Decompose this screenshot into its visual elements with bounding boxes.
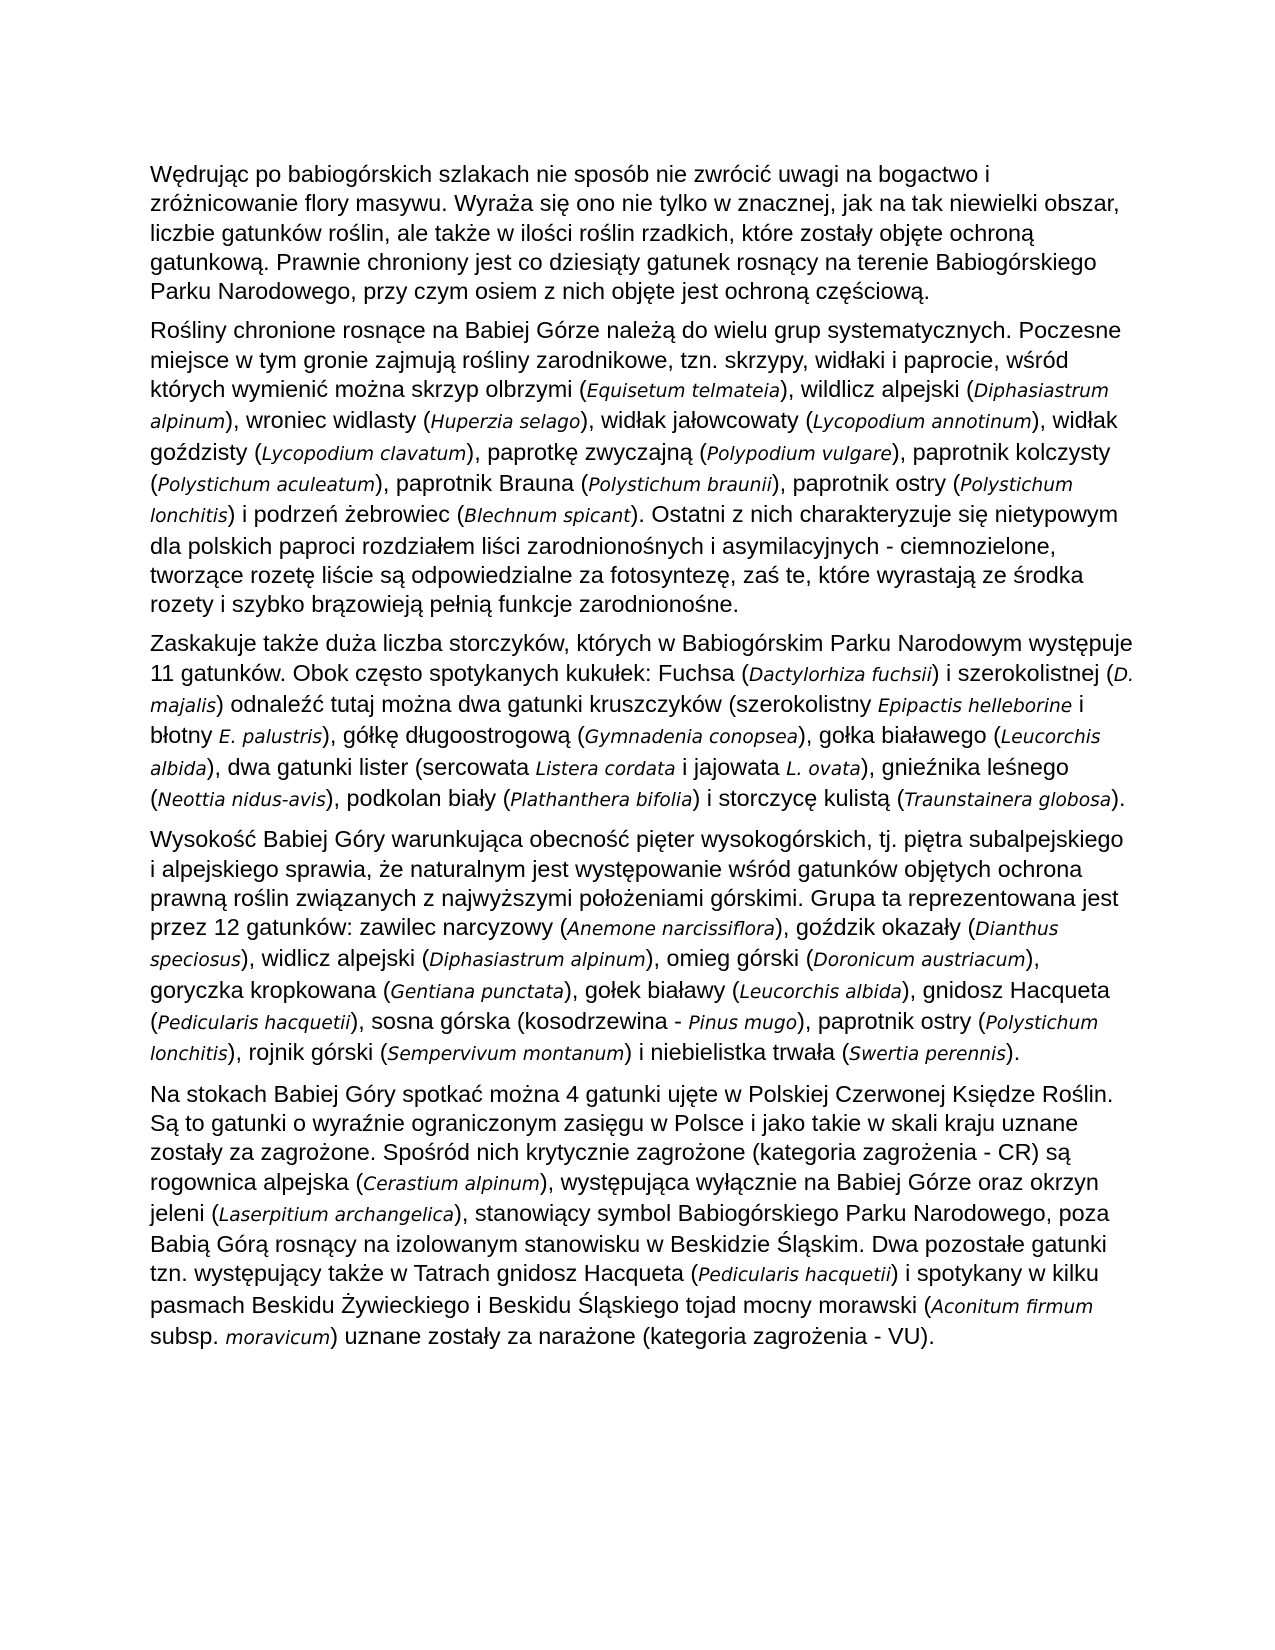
text-run: ), paprotnik Brauna ( (375, 469, 589, 496)
latin-name: Blechnum spicant (464, 506, 631, 528)
text-run: ), wroniec widlasty ( (225, 407, 431, 434)
text-run: ), dwa gatunki lister (sercowata (206, 753, 536, 780)
latin-name: Lycopodium clavatum (261, 443, 467, 465)
latin-name: Laserpitium archangelica (218, 1204, 455, 1226)
text-run: ), omieg górski ( (645, 945, 814, 972)
text-run: ), paprotnik ostry ( (797, 1008, 986, 1035)
latin-name: Gymnadenia conopsea (584, 727, 799, 749)
text-run: ), gołka białawego ( (798, 722, 1001, 749)
text-run: ), goździk okazały ( (775, 914, 976, 941)
latin-name: Polystichum lonchitis (150, 474, 1074, 528)
text-run: ), paprotkę zwyczajną ( (466, 438, 707, 465)
latin-name: Gentiana punctata (390, 981, 565, 1003)
text-run: subsp. (150, 1322, 226, 1349)
latin-name: Traunstainera globosa (904, 789, 1112, 811)
latin-name: Anemone narcissiflora (567, 919, 776, 941)
text-run: ) i storczycę kulistą ( (692, 784, 905, 811)
text-run: ). (1005, 1039, 1021, 1066)
text-run: ), podkolan biały ( (325, 784, 511, 811)
text-run: Na stokach Babiej Góry spotkać można 4 gatunki ujęte w Polskiej Czerwonej Księdze Roślin. Są to gatunki o wyraźnie ograniczonym zasięgu w Polsce i jako takie w skali kraju uznane zostały za zagrożone. Spośród nich krytycznie zagrożone (kategoria zagrożenia - CR) są rogownica alpejska ( (150, 1080, 1114, 1195)
text-run: ), występująca wyłącznie na Babiej Górze oraz okrzyn jeleni ( (150, 1168, 1099, 1226)
latin-name: Pinus mugo (688, 1013, 798, 1035)
text-run: ). Ostatni z nich charakteryzuje się nietypowym dla polskich paproci rozdziałem liści zarodnionośnych i asymilacyjnych - ciemnozielone, tworzące rozetę liście są odpowiedzialne za fotosyntezę, zaś te, które wyrastają ze środka rozety i szybko brązowieją pełnią funkcje zarodnionośne. (150, 501, 1119, 618)
text-run: ) i niebielistka trwała ( (624, 1039, 850, 1066)
latin-name: moravicum (225, 1327, 331, 1349)
latin-name: E. palustris (218, 727, 323, 749)
text-run: ), widłak jałowcowaty ( (580, 407, 814, 434)
paragraph-alpine-species (150, 825, 1135, 1069)
paragraph-spore-plants (150, 316, 1135, 619)
text-run: Wędrując po babiogórskich szlakach nie sposób nie zwrócić uwagi na bogactwo i zróżnicowanie flory masywu. Wyraża się ono nie tylko w znacznej, jak na tak niewielki obszar, liczbie gatunków roślin, ale także w ilości roślin rzadkich, które zostały objęte ochroną gatunkową. Prawnie chroniony jest co dziesiąty gatunek rosnący na terenie Babiogórskiego Parku Narodowego, przy czym osiem z nich objęte jest ochroną częściową. (150, 161, 1120, 305)
text-run: ), paprotnik ostry ( (771, 469, 961, 496)
text-run: ) i podrzeń żebrowiec ( (227, 501, 465, 528)
latin-name: Swertia perennis (849, 1044, 1006, 1066)
text-run: ), gołek białawy ( (564, 976, 740, 1003)
text-run: ), widłak goździsty ( (150, 407, 1118, 465)
text-run: ), rojnik górski ( (227, 1039, 388, 1066)
paragraph-red-book (150, 1080, 1135, 1354)
latin-name: Dactylorhiza fuchsii (748, 664, 932, 686)
latin-name: Equisetum telmateia (586, 381, 781, 403)
text-run: Wysokość Babiej Góry warunkująca obecność pięter wysokogórskich, tj. piętra subalpejskiego i alpejskiego sprawia, że naturalnym jest występowanie wśród gatunków objętych ochrona prawną roślin związanych z najwyższymi położeniami górskimi. Grupa ta reprezentowana jest przez 12 gatunków: zawilec narcyzowy ( (150, 826, 1124, 941)
latin-name: Diphasiastrum alpinum (429, 950, 646, 972)
latin-name: Diphasiastrum alpinum (150, 381, 1110, 434)
paragraph-orchids (150, 629, 1135, 815)
text-run: i jajowata (675, 753, 787, 780)
latin-name: D. majalis (150, 664, 1134, 718)
latin-name: Pedicularis hacquetii (698, 1265, 891, 1287)
text-run: ) i szerokolistnej ( (931, 659, 1114, 686)
latin-name: Epipactis helleborine (877, 696, 1073, 718)
text-run: ) odnaleźć tutaj można dwa gatunki kruszczyków (szerokolistny (216, 691, 878, 718)
latin-name: L. ovata (786, 758, 861, 780)
text-run: ), goryczka kropkowana ( (150, 945, 1040, 1003)
text-run: Zaskakuje także duża liczba storczyków, których w Babiogórskim Parku Narodowym występuje 11 gatunków. Obok często spotykanych kukułek: Fuchsa ( (150, 630, 1133, 686)
text-run: i błotny (150, 691, 1084, 749)
text-run: ), sosna górska (kosodrzewina - (350, 1008, 689, 1035)
latin-name: Neottia nidus-avis (157, 789, 326, 811)
latin-name: Polypodium vulgare (706, 443, 892, 465)
text-run: ), stanowiący symbol Babiogórskiego Parku Narodowego, poza Babią Górą rosnący na izolowanym stanowisku w Beskidzie Śląskim. Dwa pozostałe gatunki tzn. występujący także w Tatrach gnidosz Hacqueta ( (150, 1199, 1110, 1287)
latin-name: Doronicum austriacum (813, 950, 1026, 972)
latin-name: Huperzia selago (430, 412, 581, 434)
text-run: ) i spotykany w kilku pasmach Beskidu Żywieckiego i Beskidu Śląskiego tojad mocny morawski ( (150, 1260, 1099, 1318)
text-run: ), gnidosz Hacqueta ( (150, 976, 1110, 1035)
latin-name: Leucorchis albida (150, 727, 1101, 780)
body-text (150, 160, 1135, 1363)
latin-name: Leucorchis albida (739, 981, 902, 1003)
text-run: ), widlicz alpejski ( (240, 945, 430, 972)
latin-name: Polystichum braunii (588, 474, 772, 496)
latin-name: Lycopodium annotinum (813, 412, 1032, 434)
latin-name: Polystichum lonchitis (150, 1013, 1099, 1066)
latin-name: Sempervivum montanum (387, 1044, 625, 1066)
latin-name: Pedicularis hacquetii (157, 1013, 351, 1035)
text-run: ), gółkę długoostrogową ( (322, 722, 585, 749)
latin-name: Listera cordata (535, 758, 676, 780)
latin-name: Dianthus speciosus (150, 919, 1059, 972)
text-run: ), paprotnik kolczysty ( (150, 438, 1111, 496)
text-run: ), gnieźnika leśnego ( (150, 753, 1069, 811)
latin-name: Aconitum firmum (931, 1296, 1094, 1318)
text-run: ), wildlicz alpejski ( (780, 376, 974, 403)
latin-name: Cerastium alpinum (363, 1173, 540, 1195)
text-run: ) uznane zostały za narażone (kategoria zagrożenia - VU). (330, 1322, 935, 1349)
latin-name: Polystichum aculeatum (157, 474, 376, 496)
latin-name: Plathanthera bifolia (510, 789, 693, 811)
text-run: ). (1111, 784, 1126, 811)
text-run: Rośliny chronione rosnące na Babiej Górze należą do wielu grup systematycznych. Poczesne miejsce w tym gronie zajmują rośliny zarodnikowe, tzn. skrzypy, widłaki i paprocie, wśród których wymienić można skrzyp olbrzymi ( (150, 317, 1122, 403)
paragraph-intro (150, 160, 1135, 306)
